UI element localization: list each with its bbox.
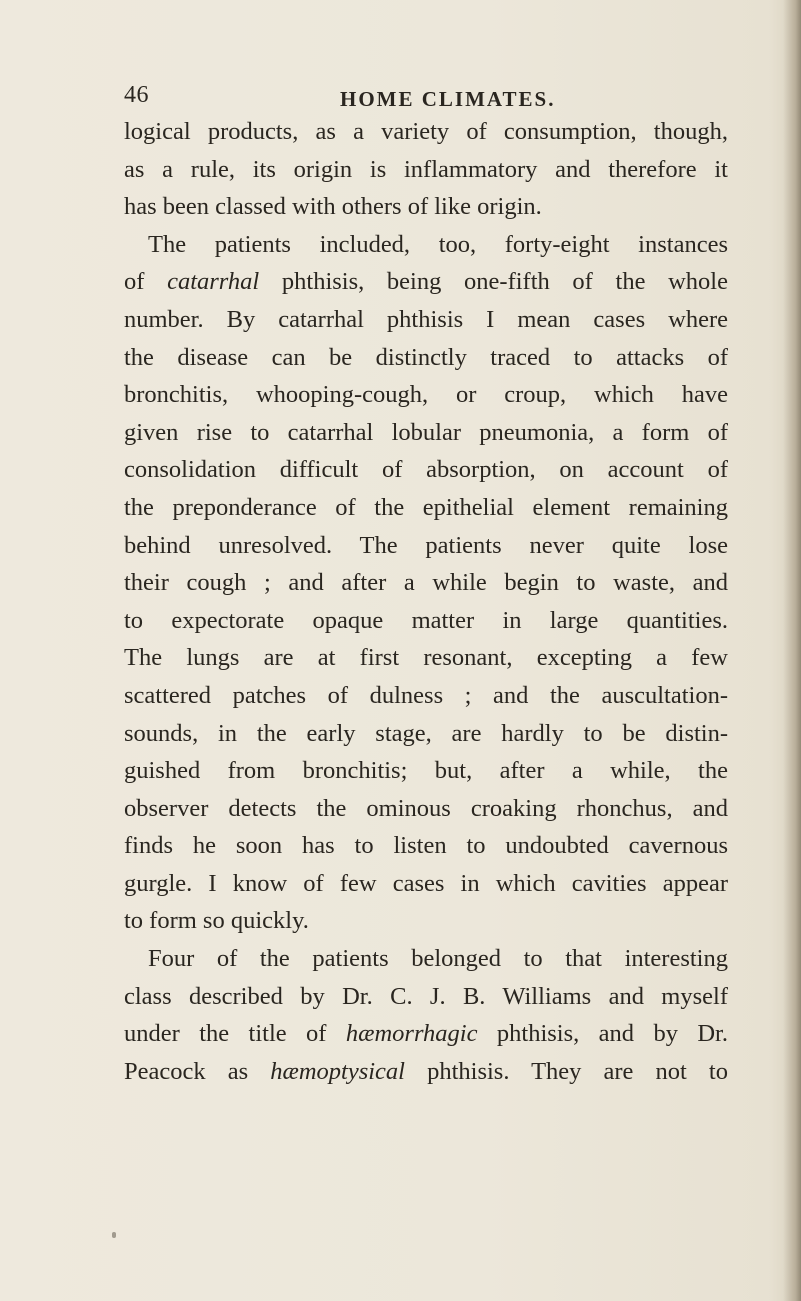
text-line: Peacock as hæmoptysical phthisis. They are not to (124, 1057, 728, 1085)
text-line: Four of the patients belonged to that interesting (148, 945, 728, 973)
text-line: scattered patches of dulness ; and the auscultation- (124, 681, 728, 709)
text-line: The lungs are at first resonant, excepting a few (124, 644, 728, 672)
text-line: sounds, in the early stage, are hardly to be distin- (124, 719, 728, 747)
page-gutter-shadow (783, 0, 801, 1301)
ink-speck (112, 1232, 116, 1238)
text-line: behind unresolved. The patients never quite lose (124, 531, 728, 559)
text-line: their cough ; and after a while begin to waste, and (124, 569, 728, 597)
italic-term: catarrhal (167, 268, 260, 296)
text-line: bronchitis, whooping-cough, or croup, which have (124, 381, 728, 409)
text-line: class described by Dr. C. J. B. Williams and myself (124, 982, 728, 1010)
body-text (124, 113, 728, 1090)
text-line: observer detects the ominous croaking rhonchus, and (124, 794, 728, 822)
text-line: of catarrhal phthisis, being one-fifth of the whole (124, 268, 728, 296)
text-line: the preponderance of the epithelial element remaining (124, 493, 728, 521)
italic-term: hæmoptysical (270, 1057, 405, 1085)
text-line: to form so quickly. (124, 907, 309, 935)
text-line: finds he soon has to listen to undoubted cavernous (124, 832, 728, 860)
text-line: as a rule, its origin is inflammatory and therefore it (124, 155, 728, 183)
text-line: guished from bronchitis; but, after a while, the (124, 757, 728, 785)
text-line: logical products, as a variety of consumption, though, (124, 118, 728, 145)
text-line: gurgle. I know of few cases in which cavities appear (124, 869, 728, 897)
page-number: 46 (124, 82, 149, 108)
text-line: The patients included, too, forty-eight instances (148, 230, 728, 258)
italic-term: hæmorrhagic (345, 1020, 478, 1048)
text-line: under the title of hæmorrhagic phthisis, and by Dr. (124, 1020, 728, 1048)
text-line: has been classed with others of like origin. (124, 193, 542, 221)
text-line: the disease can be distinctly traced to attacks of (124, 343, 728, 371)
text-line: consolidation difficult of absorption, on account of (124, 456, 728, 484)
text-line: given rise to catarrhal lobular pneumonia, a form of (124, 418, 728, 446)
text-line: to expectorate opaque matter in large quantities. (124, 606, 728, 634)
text-line: number. By catarrhal phthisis I mean cases where (124, 305, 728, 333)
running-title: HOME CLIMATES. (340, 87, 556, 111)
